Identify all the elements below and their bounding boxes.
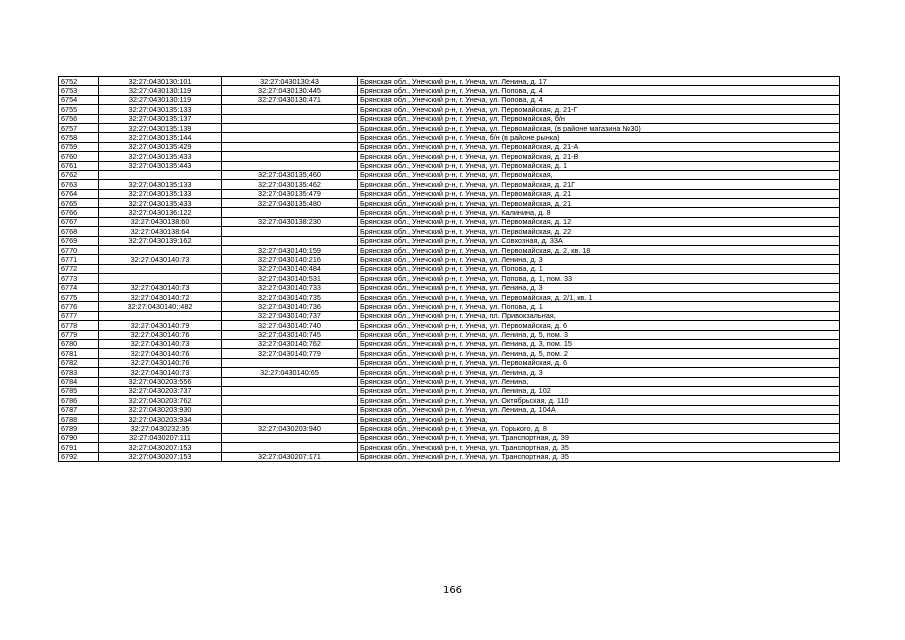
parcel-cadastral-number-cell: 32:27:0430139:162 [99, 236, 222, 245]
address-cell: Брянская обл., Унечский р-н, г. Унеча, ул. Попова, д. 4 [358, 86, 840, 95]
table-row [59, 405, 840, 414]
row-number-cell: 6752 [59, 77, 99, 86]
parcel-cadastral-number-cell: 32:27:0430140:73 [99, 339, 222, 348]
table-row [59, 433, 840, 442]
row-number-cell: 6782 [59, 358, 99, 367]
parcel-cadastral-number-cell: 32:27:0430203:930 [99, 405, 222, 414]
parcel-cadastral-number-cell: 32:27:0430140:73 [99, 255, 222, 264]
object-cadastral-number-cell [222, 386, 358, 395]
object-cadastral-number-cell: 32:27:0430130:445 [222, 86, 358, 95]
page-number: 166 [442, 585, 463, 596]
object-cadastral-number-cell: 32:27:0430140:159 [222, 246, 358, 255]
row-number-cell: 6776 [59, 302, 99, 311]
row-number-cell: 6788 [59, 415, 99, 424]
table-row [59, 264, 840, 273]
object-cadastral-number-cell [222, 443, 358, 452]
address-cell: Брянская обл., Унечский р-н, г. Унеча, ул. Первомайская, (в районе магазина №30) [358, 123, 840, 132]
row-number-cell: 6769 [59, 236, 99, 245]
object-cadastral-number-cell [222, 161, 358, 170]
row-number-cell: 6784 [59, 377, 99, 386]
row-number-cell: 6777 [59, 311, 99, 320]
address-cell: Брянская обл., Унечский р-н, г. Унеча, ул. Первомайская, д. 21Г [358, 180, 840, 189]
object-cadastral-number-cell: 32:27:0430130:43 [222, 77, 358, 86]
object-cadastral-number-cell [222, 123, 358, 132]
row-number-cell: 6753 [59, 86, 99, 95]
object-cadastral-number-cell: 32:27:0430138:230 [222, 217, 358, 226]
object-cadastral-number-cell [222, 396, 358, 405]
address-cell: Брянская обл., Унечский р-н, г. Унеча, ул. Первомайская, д. 2, кв. 18 [358, 246, 840, 255]
row-number-cell: 6790 [59, 433, 99, 442]
parcel-cadastral-number-cell: 32:27:0430203:934 [99, 415, 222, 424]
parcel-cadastral-number-cell: 32:27:0430140:76 [99, 358, 222, 367]
object-cadastral-number-cell: 32:27:0430140:216 [222, 255, 358, 264]
row-number-cell: 6781 [59, 349, 99, 358]
address-cell: Брянская обл., Унечский р-н, г. Унеча, ул. Ленина, д. 102 [358, 386, 840, 395]
row-number-cell: 6787 [59, 405, 99, 414]
object-cadastral-number-cell: 32:27:0430140:737 [222, 311, 358, 320]
row-number-cell: 6760 [59, 152, 99, 161]
table-row [59, 311, 840, 320]
address-cell: Брянская обл., Унечский р-н, г. Унеча, ул. Первомайская, д. 12 [358, 217, 840, 226]
row-number-cell: 6774 [59, 283, 99, 292]
row-number-cell: 6786 [59, 396, 99, 405]
table-row [59, 227, 840, 236]
parcel-cadastral-number-cell: 32:27:0430135:429 [99, 142, 222, 151]
address-cell: Брянская обл., Унечский р-н, г. Унеча, ул. Транспортная, д. 35 [358, 443, 840, 452]
address-cell: Брянская обл., Унечский р-н, г. Унеча, ул. Первомайская, д. 6 [358, 358, 840, 367]
table-row [59, 123, 840, 132]
cadastral-register-table [58, 76, 840, 462]
object-cadastral-number-cell [222, 358, 358, 367]
address-cell: Брянская обл., Унечский р-н, г. Унеча, ул. Ленина, д. 104А [358, 405, 840, 414]
parcel-cadastral-number-cell: 32:27:0430135:433 [99, 152, 222, 161]
address-cell: Брянская обл., Унечский р-н, г. Унеча, ул. Попова, д. 4 [358, 95, 840, 104]
row-number-cell: 6780 [59, 339, 99, 348]
object-cadastral-number-cell [222, 208, 358, 217]
parcel-cadastral-number-cell: 32:27:0430140:73 [99, 368, 222, 377]
row-number-cell: 6755 [59, 105, 99, 114]
address-cell: Брянская обл., Унечский р-н, г. Унеча, б/н (в районе рынка) [358, 133, 840, 142]
object-cadastral-number-cell [222, 405, 358, 414]
row-number-cell: 6764 [59, 189, 99, 198]
parcel-cadastral-number-cell: 32:27:0430135:433 [99, 199, 222, 208]
parcel-cadastral-number-cell [99, 264, 222, 273]
parcel-cadastral-number-cell: 32:27:0430130:101 [99, 77, 222, 86]
address-cell: Брянская обл., Унечский р-н, г. Унеча, ул. Первомайская, д. 21-А [358, 142, 840, 151]
address-cell: Брянская обл., Унечский р-н, г. Унеча, [358, 415, 840, 424]
table-row [59, 452, 840, 461]
parcel-cadastral-number-cell: 32:27:0430135:144 [99, 133, 222, 142]
table-row [59, 283, 840, 292]
row-number-cell: 6761 [59, 161, 99, 170]
table-row [59, 189, 840, 198]
table-row [59, 95, 840, 104]
object-cadastral-number-cell [222, 415, 358, 424]
object-cadastral-number-cell: 32:27:0430140:745 [222, 330, 358, 339]
row-number-cell: 6768 [59, 227, 99, 236]
table-row [59, 255, 840, 264]
parcel-cadastral-number-cell: 32:27:0430135:137 [99, 114, 222, 123]
table-row [59, 424, 840, 433]
parcel-cadastral-number-cell: 32:27:0430135:139 [99, 123, 222, 132]
object-cadastral-number-cell [222, 236, 358, 245]
row-number-cell: 6763 [59, 180, 99, 189]
table-row [59, 199, 840, 208]
object-cadastral-number-cell [222, 142, 358, 151]
table-row [59, 133, 840, 142]
row-number-cell: 6783 [59, 368, 99, 377]
table-row [59, 142, 840, 151]
parcel-cadastral-number-cell [99, 246, 222, 255]
address-cell: Брянская обл., Унечский р-н, г. Унеча, ул. Попова, д. 1 [358, 264, 840, 273]
address-cell: Брянская обл., Унечский р-н, г. Унеча, ул. Транспортная, д. 35 [358, 452, 840, 461]
table-row [59, 236, 840, 245]
row-number-cell: 6779 [59, 330, 99, 339]
object-cadastral-number-cell: 32:27:0430140:531 [222, 274, 358, 283]
row-number-cell: 6778 [59, 321, 99, 330]
parcel-cadastral-number-cell: 32:27:0430138:64 [99, 227, 222, 236]
row-number-cell: 6785 [59, 386, 99, 395]
row-number-cell: 6767 [59, 217, 99, 226]
address-cell: Брянская обл., Унечский р-н, г. Унеча, ул. Ленина, д. 3 [358, 368, 840, 377]
address-cell: Брянская обл., Унечский р-н, г. Унеча, ул. Калинина, д. 8 [358, 208, 840, 217]
parcel-cadastral-number-cell: 32:27:0430140:73 [99, 283, 222, 292]
address-cell: Брянская обл., Унечский р-н, г. Унеча, ул. Ленина, д. 3, пом. 15 [358, 339, 840, 348]
object-cadastral-number-cell: 32:27:0430207:171 [222, 452, 358, 461]
address-cell: Брянская обл., Унечский р-н, г. Унеча, ул. Первомайская, д. 6 [358, 321, 840, 330]
table-row [59, 246, 840, 255]
parcel-cadastral-number-cell: 32:27:0430140:76 [99, 330, 222, 339]
object-cadastral-number-cell: 32:27:0430135:462 [222, 180, 358, 189]
object-cadastral-number-cell: 32:27:0430203:940 [222, 424, 358, 433]
address-cell: Брянская обл., Унечский р-н, г. Унеча, ул. Октябрьская, д. 110 [358, 396, 840, 405]
address-cell: Брянская обл., Унечский р-н, г. Унеча, ул. Транспортная, д. 39 [358, 433, 840, 442]
table-row [59, 208, 840, 217]
table-row [59, 114, 840, 123]
object-cadastral-number-cell: 32:27:0430140:762 [222, 339, 358, 348]
table-row [59, 358, 840, 367]
address-cell: Брянская обл., Унечский р-н, г. Унеча, ул. Первомайская, д. 21 [358, 199, 840, 208]
row-number-cell: 6754 [59, 95, 99, 104]
parcel-cadastral-number-cell: 32:27:0430203:737 [99, 386, 222, 395]
parcel-cadastral-number-cell: 32:27:0430130:119 [99, 86, 222, 95]
parcel-cadastral-number-cell: 32:27:0430203:556 [99, 377, 222, 386]
row-number-cell: 6765 [59, 199, 99, 208]
table-row [59, 396, 840, 405]
table-row [59, 339, 840, 348]
row-number-cell: 6772 [59, 264, 99, 273]
address-cell: Брянская обл., Унечский р-н, г. Унеча, ул. Попова, д. 1 [358, 302, 840, 311]
object-cadastral-number-cell: 32:27:0430140:740 [222, 321, 358, 330]
object-cadastral-number-cell [222, 105, 358, 114]
object-cadastral-number-cell [222, 133, 358, 142]
parcel-cadastral-number-cell: 32:27:0430138:60 [99, 217, 222, 226]
parcel-cadastral-number-cell [99, 311, 222, 320]
table-row [59, 330, 840, 339]
table-body [59, 77, 840, 462]
parcel-cadastral-number-cell: 32:27:0430135:443 [99, 161, 222, 170]
row-number-cell: 6758 [59, 133, 99, 142]
row-number-cell: 6789 [59, 424, 99, 433]
table-row [59, 105, 840, 114]
table-row [59, 386, 840, 395]
table-row [59, 415, 840, 424]
parcel-cadastral-number-cell: 32:27:0430232:35 [99, 424, 222, 433]
object-cadastral-number-cell: 32:27:0430140:779 [222, 349, 358, 358]
table-row [59, 170, 840, 179]
address-cell: Брянская обл., Унечский р-н, г. Унеча, ул. Ленина, [358, 377, 840, 386]
object-cadastral-number-cell: 32:27:0430135:460 [222, 170, 358, 179]
row-number-cell: 6771 [59, 255, 99, 264]
parcel-cadastral-number-cell: 32:27:0430140:76 [99, 349, 222, 358]
parcel-cadastral-number-cell [99, 274, 222, 283]
parcel-cadastral-number-cell: 32:27:0430140:72 [99, 292, 222, 301]
address-cell: Брянская обл., Унечский р-н, г. Унеча, ул. Ленина, д. 5, пом. 3 [358, 330, 840, 339]
parcel-cadastral-number-cell: 32:27:0430207:153 [99, 452, 222, 461]
parcel-cadastral-number-cell [99, 170, 222, 179]
table-row [59, 180, 840, 189]
address-cell: Брянская обл., Унечский р-н, г. Унеча, ул. Первомайская, д. 21-Г [358, 105, 840, 114]
row-number-cell: 6792 [59, 452, 99, 461]
object-cadastral-number-cell [222, 377, 358, 386]
table-row [59, 86, 840, 95]
address-cell: Брянская обл., Унечский р-н, г. Унеча, ул. Ленина, д. 3 [358, 255, 840, 264]
object-cadastral-number-cell: 32:27:0430135:480 [222, 199, 358, 208]
table-row [59, 292, 840, 301]
object-cadastral-number-cell: 32:27:0430140:484 [222, 264, 358, 273]
object-cadastral-number-cell [222, 152, 358, 161]
parcel-cadastral-number-cell: 32:27:0430136:122 [99, 208, 222, 217]
parcel-cadastral-number-cell: 32:27:0430207:153 [99, 443, 222, 452]
address-cell: Брянская обл., Унечский р-н, г. Унеча, ул. Ленина, д. 3 [358, 283, 840, 292]
row-number-cell: 6762 [59, 170, 99, 179]
parcel-cadastral-number-cell: 32:27:0430130:119 [99, 95, 222, 104]
row-number-cell: 6770 [59, 246, 99, 255]
address-cell: Брянская обл., Унечский р-н, г. Унеча, ул. Совхозная, д. 33А [358, 236, 840, 245]
parcel-cadastral-number-cell: 32:27:0430135:133 [99, 105, 222, 114]
parcel-cadastral-number-cell: 32:27:0430135:133 [99, 189, 222, 198]
address-cell: Брянская обл., Унечский р-н, г. Унеча, ул. Первомайская, д. 21 [358, 189, 840, 198]
address-cell: Брянская обл., Унечский р-н, г. Унеча, ул. Ленина, д. 17 [358, 77, 840, 86]
row-number-cell: 6775 [59, 292, 99, 301]
object-cadastral-number-cell [222, 114, 358, 123]
object-cadastral-number-cell: 32:27:0430140:735 [222, 292, 358, 301]
object-cadastral-number-cell: 32:27:0430140:65 [222, 368, 358, 377]
address-cell: Брянская обл., Унечский р-н, г. Унеча, ул. Первомайская, д. 22 [358, 227, 840, 236]
object-cadastral-number-cell [222, 227, 358, 236]
address-cell: Брянская обл., Унечский р-н, г. Унеча, пл. Привокзальная, [358, 311, 840, 320]
address-cell: Брянская обл., Унечский р-н, г. Унеча, ул. Ленина, д. 5, пом. 2 [358, 349, 840, 358]
table-row [59, 368, 840, 377]
table-row [59, 77, 840, 86]
table-row [59, 274, 840, 283]
table-row [59, 161, 840, 170]
address-cell: Брянская обл., Унечский р-н, г. Унеча, ул. Первомайская, д. 1 [358, 161, 840, 170]
address-cell: Брянская обл., Унечский р-н, г. Унеча, ул. Первомайская, д. 2/1, кв. 1 [358, 292, 840, 301]
row-number-cell: 6773 [59, 274, 99, 283]
table-row [59, 443, 840, 452]
table-row [59, 321, 840, 330]
object-cadastral-number-cell: 32:27:0430135:479 [222, 189, 358, 198]
row-number-cell: 6766 [59, 208, 99, 217]
parcel-cadastral-number-cell: 32:27:0430203:762 [99, 396, 222, 405]
row-number-cell: 6757 [59, 123, 99, 132]
parcel-cadastral-number-cell: 32:27:0430207:111 [99, 433, 222, 442]
address-cell: Брянская обл., Унечский р-н, г. Унеча, ул. Первомайская, [358, 170, 840, 179]
object-cadastral-number-cell [222, 433, 358, 442]
address-cell: Брянская обл., Унечский р-н, г. Унеча, ул. Попова, д. 1, пом. 33 [358, 274, 840, 283]
address-cell: Брянская обл., Унечский р-н, г. Унеча, ул. Первомайская, б/н [358, 114, 840, 123]
object-cadastral-number-cell: 32:27:0430140:736 [222, 302, 358, 311]
parcel-cadastral-number-cell: 32:27:0430140:79 [99, 321, 222, 330]
table-row [59, 377, 840, 386]
table-row [59, 152, 840, 161]
table-row [59, 302, 840, 311]
table-row [59, 217, 840, 226]
object-cadastral-number-cell: 32:27:0430140:733 [222, 283, 358, 292]
address-cell: Брянская обл., Унечский р-н, г. Унеча, ул. Первомайская, д. 21-В [358, 152, 840, 161]
address-cell: Брянская обл., Унечский р-н, г. Унеча, ул. Горького, д. 8 [358, 424, 840, 433]
row-number-cell: 6756 [59, 114, 99, 123]
parcel-cadastral-number-cell: 32:27:0430135:133 [99, 180, 222, 189]
table-row [59, 349, 840, 358]
row-number-cell: 6791 [59, 443, 99, 452]
row-number-cell: 6759 [59, 142, 99, 151]
parcel-cadastral-number-cell: 32:27:0430140::482 [99, 302, 222, 311]
object-cadastral-number-cell: 32:27:0430130:471 [222, 95, 358, 104]
